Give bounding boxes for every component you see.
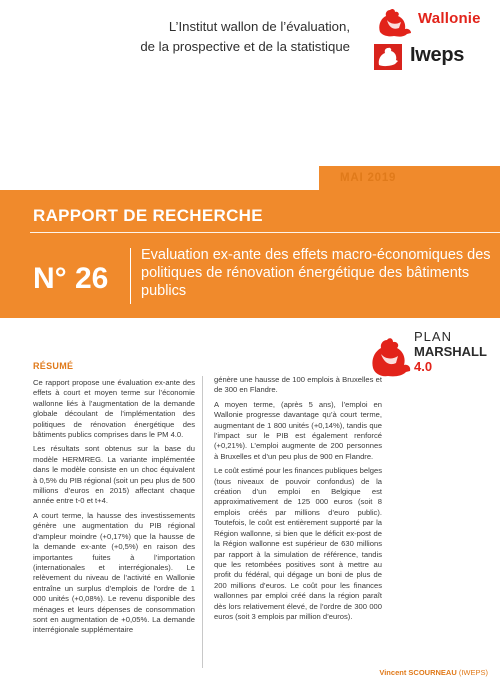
author-credit [290,668,488,677]
report-type: RAPPORT DE RECHERCHE [33,206,263,225]
banner-top-strip [0,166,500,190]
summary-right-column [214,375,382,626]
institute-line-1: L’Institut wallon de l’évaluation, [168,19,350,34]
plan-line-1: PLAN [414,329,452,344]
plan-line-2: MARSHALL [414,344,487,359]
plan-marshall-logo-text [414,329,487,374]
summary-paragraph: A moyen terme, (après 5 ans), l’emploi en Wallonie progresse davantage qu’à court terme, augmentant de 1 800 unités (+0,14%), tandis que l’impact sur le PIB est également renforcé (+0,21%). L’emploi augmente de 200 personnes à Bruxelles et d’un peu plus de 900 en Flandre. [214,399,382,461]
summary-paragraph: A court terme, la hausse des investissements génère une augmentation du PIB régional d’ampleur moindre (+0,17%) que la hausse de la demande ex-ante (+0,5%) en raison des importantes fuites à l’importation (internationales et interrégionales). Le relèvement du niveau de l’activité en Wallonie entraîne un surplus d’emplois de l’ordre de 1 000 unités (+0,08%). Le revenu disponible des ménages et leurs dépenses de consommation sont en augmentation de +0,05%. La demande interrégionale supplémentaire [33,510,195,635]
summary-paragraph: Ce rapport propose une évaluation ex-ante des effets à court et moyen terme sur l’économie wallonne liés à l’augmentation de la demande globale découlant de l’implémentation des politiques de rénovation énergétique des bâtiments publics comprises dans le PM 4.0. [33,378,195,440]
banner-white-tab [0,166,319,190]
summary-paragraph: génère une hausse de 100 emplois à Bruxelles et de 300 en Flandre. [214,375,382,395]
banner-divider [30,232,500,233]
wallonie-logo-text: Wallonie [418,10,481,27]
iweps-logo-text: Iweps [410,44,465,66]
summary-paragraph: Le coût estimé pour les finances publiques belges (tous niveaux de pouvoir confondus) de la création d’un emploi en Belgique est approximativement de 125 000 euros (soit 8 emplois créés par millions d’euro public). Toutefois, le coût est entièrement supporté par la Région wallonne, si bien que le déficit ex-post de la Région wallonne est supérieur de 630 millions par rapport à la simulation de référence, tandis que les retombées positives sont à mettre au profit du fédéral, qui dégage un boni de plus de 200 millions d’euros. Le coût pour les finances wallonnes par emploi créé dans la région paraît dès lors relativement élevé, de l’ordre de 300 000 euros (soit 3 emplois par million d’euros). [214,466,383,621]
institute-name [120,17,350,57]
institute-line-2: de la prospective et de la statistique [140,39,350,54]
summary-heading: RÉSUMÉ [33,361,74,371]
plan-line-3: 4.0 [414,359,433,374]
banner-vertical-rule [130,248,131,304]
publication-date: MAI 2019 [340,172,397,184]
author-name: Vincent SCOURNEAU [379,668,457,677]
column-divider [202,376,203,668]
report-number: N° 26 [33,262,109,295]
author-org: (IWEPS) [458,668,488,677]
study-title: Evaluation ex-ante des effets macro-économiques des politiques de rénovation énergétique des bâtiments publics [141,247,491,299]
summary-paragraph: Les résultats sont obtenus sur la base du modèle HERMREG. La variante implémentée dans le modèle consiste en un choc équivalent à 0,5% du PIB régional (soit un peu plus de 500 millions d’euros en 2015) affectant chaque année entre t-0 et t+4. [33,444,195,506]
iweps-rooster-icon [374,44,402,70]
summary-left-column [33,378,195,640]
